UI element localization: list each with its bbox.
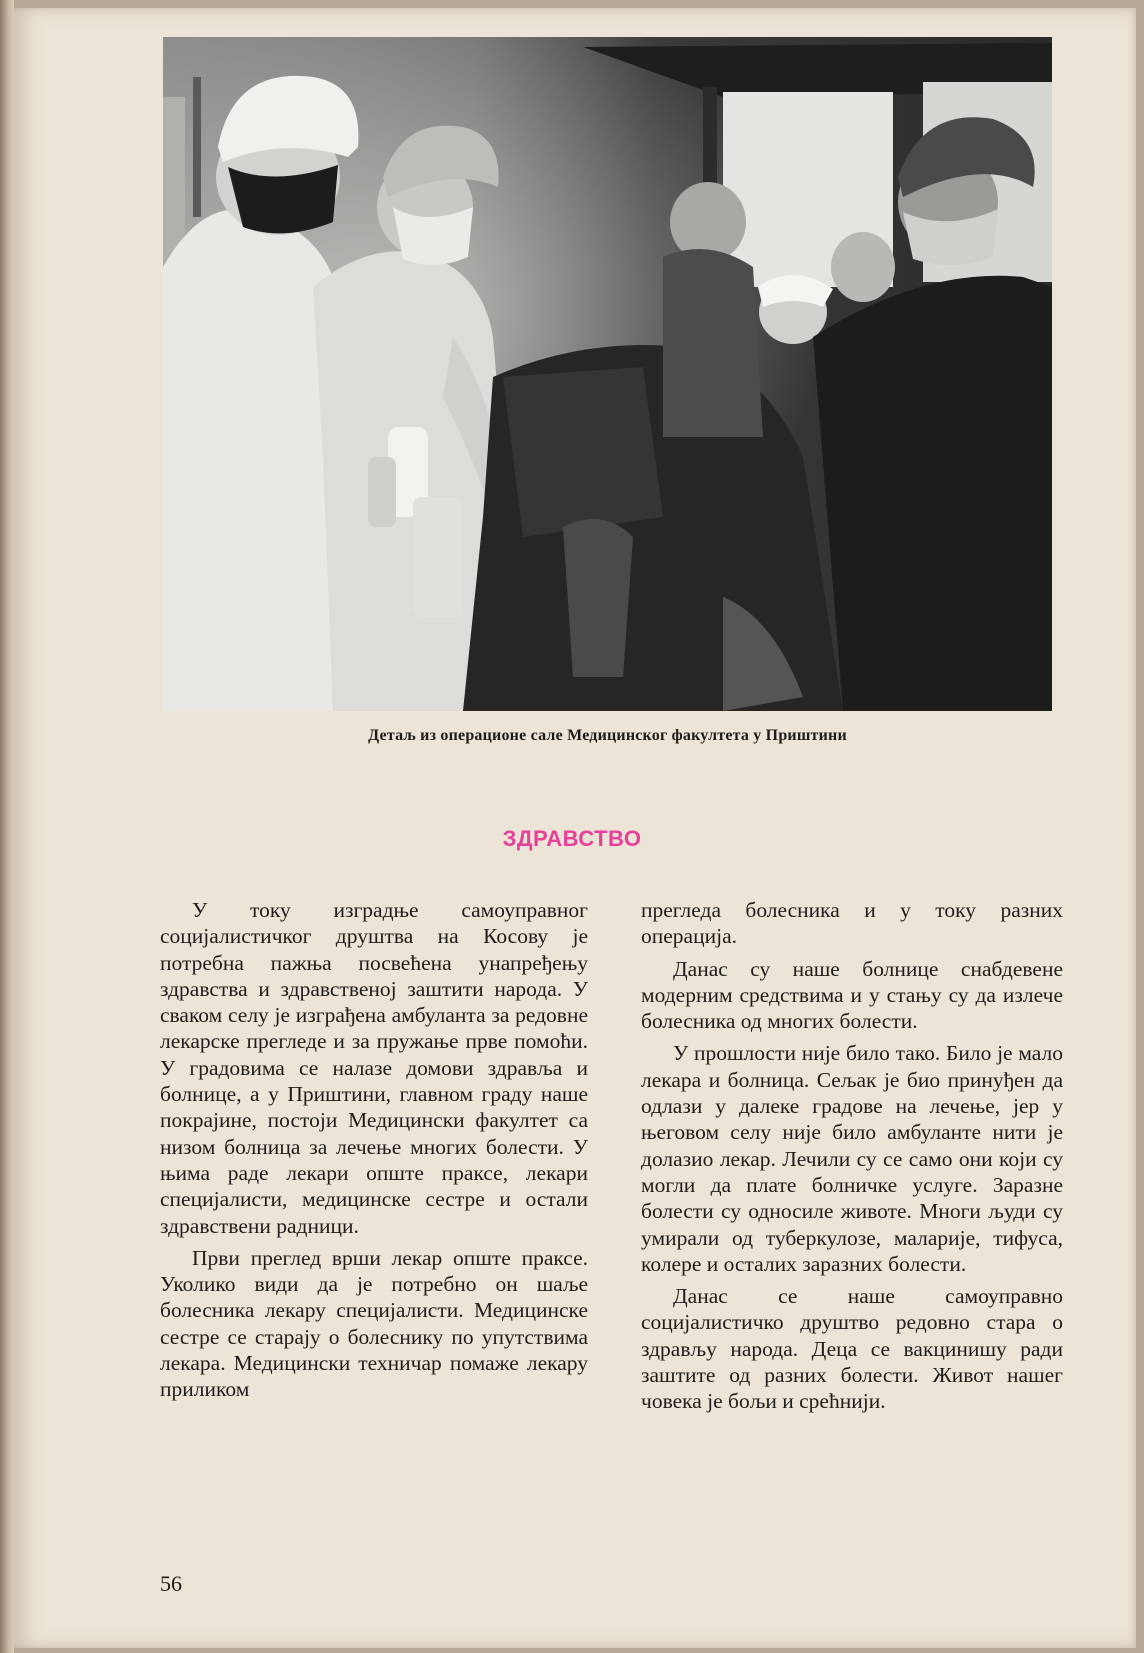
- paragraph: Данас су наше болнице снабдевене модерним средствима и у стању су да излече болесника од многих болести.: [641, 956, 1063, 1034]
- operating-room-photo: [163, 37, 1052, 711]
- section-title: ЗДРАВСТВО: [502, 826, 642, 851]
- paragraph-continuation: прегледа болесника и у току разних операција.: [641, 898, 1063, 949]
- paragraph: Данас се наше самоуправно социјалистичко друштво редовно стара о здрављу народа. Деца се вакцинишу ради заштите од разних болести. Живот нашег човека је бољи и срећнији.: [641, 1284, 1063, 1414]
- text-column-left: [160, 897, 588, 1409]
- paragraph: У току изградње самоуправног социјалистичког друштва на Косову је потребна пажња посвећена унапређењу здравства и здравственој заштити народа. У сваком селу је изграђена амбуланта за редовне лекарске прегледе и за пружање прве помоћи. У градовима се налазе домови здравља и болнице, а у Приштини, главном граду наше покрајине, постоји Медицински факултет са низом болница за лечење многих болести. У њима раде лекари опште праксе, лекари специјалисти, медицинске сестре и остали здравствени радници.: [160, 898, 588, 1238]
- paragraph: У прошлости није било тако. Било је мало лекара и болница. Сељак је био принуђен да одлази у далеке градове на лечење, јер у његовом селу није било амбуланте нити је долазио лекар. Лечили су се само они који су могли да плате болничке услуге. Заразне болести су односиле животе. Многи људи су умирали од туберкулозе, маларије, тифуса, колере и осталих заразних болести.: [641, 1041, 1063, 1276]
- photo-caption: Детаљ из операционе сале Медицинског факултета у Приштини: [368, 727, 847, 744]
- text-column-right: [641, 897, 1063, 1421]
- photo-illustration: [163, 37, 1052, 711]
- page-number: 56: [160, 1571, 182, 1596]
- paragraph: Први преглед врши лекар опште праксе. Уколико види да је потребно он шаље болесника лекару специјалисти. Медицинске сестре се старају о болеснику по упутствима лекара. Медицински техничар помаже лекару приликом: [160, 1245, 588, 1402]
